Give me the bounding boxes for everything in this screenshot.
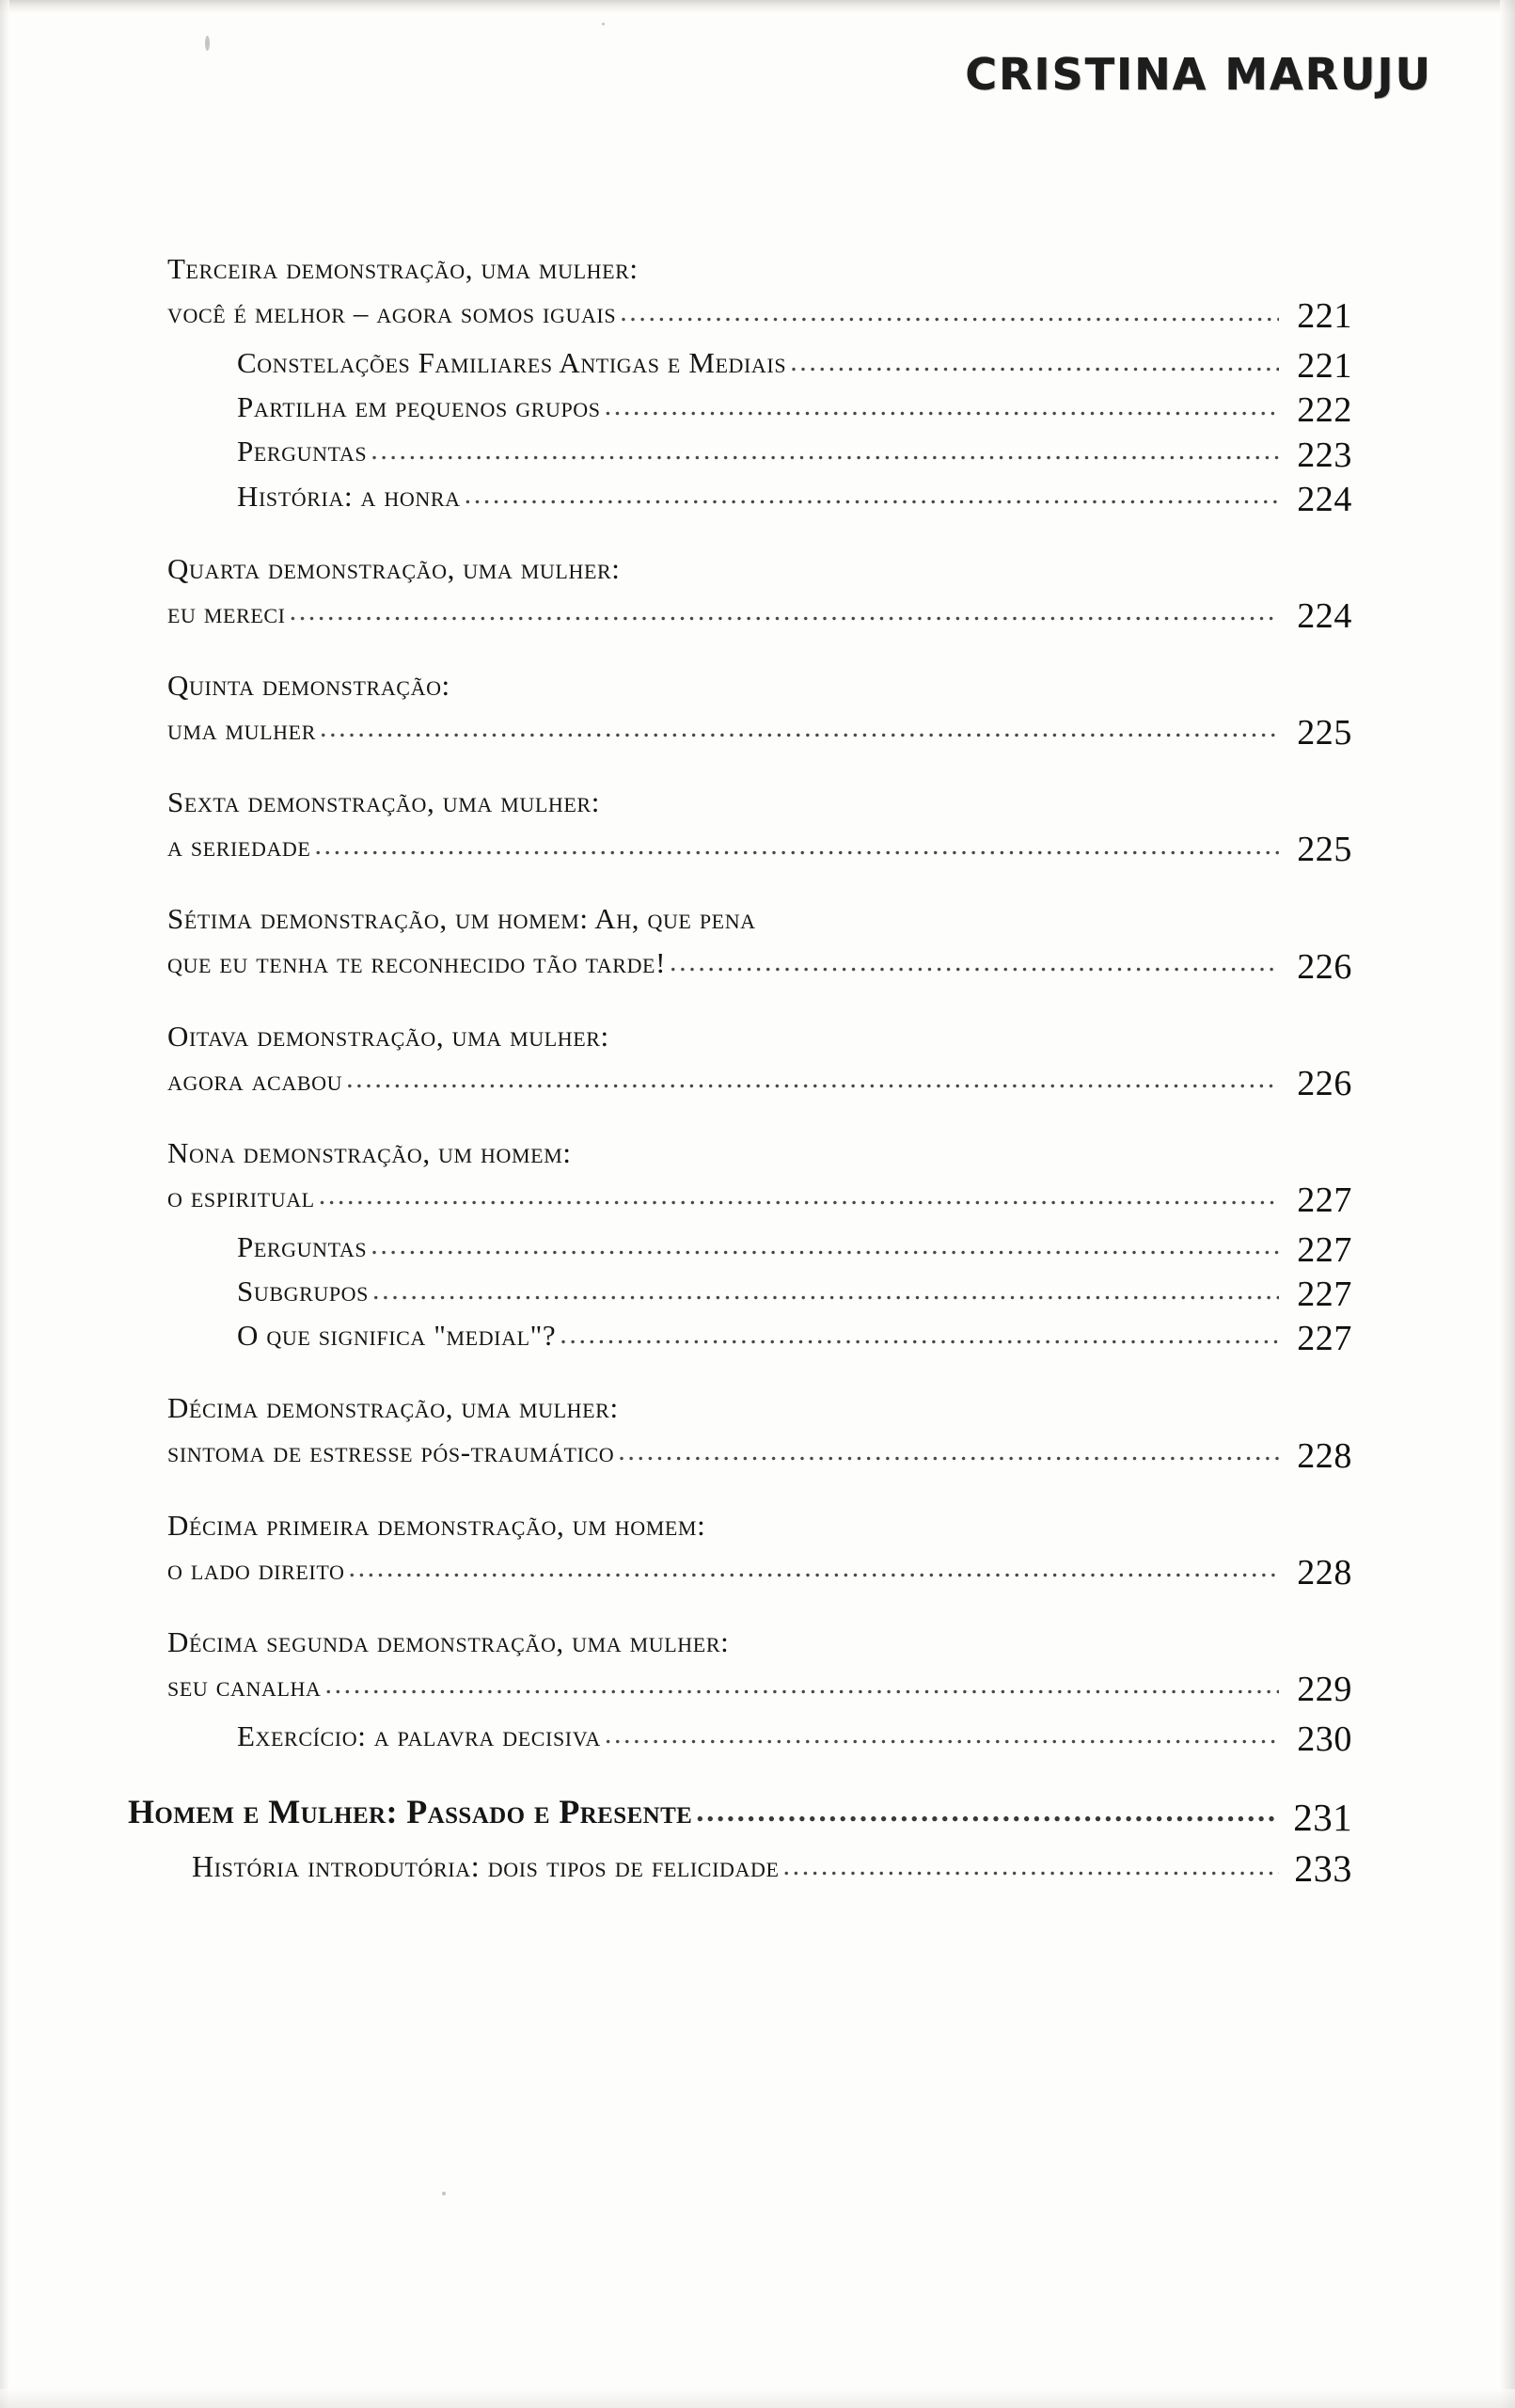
toc-entry[interactable] (192, 1844, 1352, 1890)
toc-entry[interactable] (167, 291, 1352, 335)
toc-leader-dots (620, 306, 1279, 335)
toc-entry-label: História: a honra (237, 479, 461, 513)
toc-entry-label: Perguntas (237, 435, 368, 468)
toc-group (167, 547, 1352, 635)
toc-entry-label: História introdutória: dois tipos de felicidade (192, 1848, 780, 1883)
toc-leader-dots (319, 1190, 1279, 1219)
toc-page-number: 228 (1297, 1552, 1352, 1592)
toc-entry[interactable] (237, 1313, 1352, 1357)
toc-group (167, 246, 1352, 518)
toc-entry-label: Homem e Mulher: Passado e Presente (128, 1793, 693, 1831)
toc-entry-title: Décima demonstração, uma mulher: (167, 1391, 619, 1425)
toc-page-number: 225 (1297, 830, 1352, 870)
toc-entry[interactable] (237, 1225, 1352, 1269)
toc-entry-label: Exercício: a palavra decisiva (237, 1719, 601, 1752)
toc-page-number: 222 (1297, 390, 1352, 431)
toc-page-number: 223 (1297, 435, 1352, 475)
toc-entry-label: Perguntas (237, 1229, 368, 1263)
toc-page-number: 226 (1297, 1063, 1352, 1103)
toc-entry[interactable] (167, 1547, 1352, 1592)
toc-page-number: 221 (1297, 296, 1352, 337)
toc-leader-dots (465, 489, 1279, 518)
toc-page-number: 227 (1297, 1319, 1352, 1359)
toc-leader-dots (605, 400, 1279, 429)
toc-page-number: 221 (1297, 346, 1352, 387)
toc-entry-title: Terceira demonstração, uma mulher: (167, 252, 639, 285)
toc-entry-label: O que significa "medial"? (237, 1319, 557, 1353)
toc-leader-dots (346, 1073, 1279, 1102)
scan-edge-left (0, 0, 9, 2408)
toc-entry-label: que eu tenha te reconhecido tão tarde! (167, 946, 667, 980)
toc-entry-label: agora acabou (167, 1063, 343, 1097)
toc-leader-dots (324, 1679, 1279, 1708)
toc-entry[interactable] (167, 1664, 1352, 1708)
toc-group (167, 1620, 1352, 1758)
toc-entry-label: o lado direito (167, 1552, 345, 1586)
toc-entry[interactable] (237, 474, 1352, 518)
toc-entry[interactable] (167, 707, 1352, 752)
scan-edge-right (1500, 0, 1515, 2408)
toc-group (167, 1386, 1352, 1474)
toc-page-number: 227 (1297, 1275, 1352, 1315)
toc-entry[interactable] (167, 591, 1352, 635)
toc-group (167, 780, 1352, 868)
toc-page-number: 228 (1297, 1435, 1352, 1476)
toc-page-number: 227 (1297, 1230, 1352, 1271)
toc-entry[interactable] (167, 1175, 1352, 1219)
scan-speck (602, 23, 605, 25)
toc-entry-title: Décima segunda demonstração, uma mulher: (167, 1624, 730, 1658)
toc-entry[interactable] (167, 824, 1352, 868)
table-of-contents (128, 246, 1352, 1917)
toc-entry-title: Oitava demonstração, uma mulher: (167, 1019, 609, 1053)
toc-entry[interactable] (237, 1269, 1352, 1313)
toc-group (167, 663, 1352, 752)
toc-entry-label: a seriedade (167, 830, 311, 863)
toc-group (167, 896, 1352, 985)
toc-entry-title: Quinta demonstração: (167, 668, 450, 702)
toc-entry[interactable] (237, 1714, 1352, 1758)
toc-entry-label: Partilha em pequenos grupos (237, 390, 601, 424)
toc-entry[interactable] (128, 1786, 1352, 1838)
toc-leader-dots (314, 839, 1279, 868)
toc-entry-label: eu mereci (167, 595, 286, 629)
toc-page-number: 224 (1297, 595, 1352, 636)
toc-entry[interactable] (237, 341, 1352, 385)
toc-leader-dots (372, 1284, 1279, 1313)
running-head-author: CRISTINA MARUJU (965, 49, 1432, 100)
toc-leader-dots (605, 1729, 1279, 1758)
toc-entry-label: seu canalha (167, 1669, 322, 1703)
toc-entry-title: Sexta demonstração, uma mulher: (167, 785, 600, 819)
toc-group (128, 1786, 1352, 1891)
toc-page-number: 224 (1297, 479, 1352, 519)
toc-entry-title: Sétima demonstração, um homem: Ah, que pena (167, 902, 756, 936)
toc-entry-title: Décima primeira demonstração, um homem: (167, 1508, 706, 1542)
toc-entry-label: Subgrupos (237, 1275, 370, 1308)
toc-entry-label: o espiritual (167, 1180, 315, 1213)
toc-leader-dots (320, 722, 1279, 752)
scan-speck (442, 2192, 446, 2195)
toc-leader-dots (670, 957, 1279, 986)
toc-group (167, 1131, 1352, 1358)
toc-page-number: 227 (1297, 1180, 1352, 1220)
toc-leader-dots (696, 1804, 1279, 1838)
toc-entry-label: você é melhor – agora somos iguais (167, 296, 617, 330)
toc-entry[interactable] (167, 941, 1352, 985)
toc-page-number: 231 (1293, 1795, 1352, 1839)
toc-leader-dots (371, 1240, 1279, 1269)
toc-leader-dots (783, 1859, 1279, 1889)
toc-leader-dots (790, 356, 1279, 385)
toc-leader-dots (290, 606, 1279, 635)
toc-entry-title: Nona demonstração, um homem: (167, 1135, 572, 1169)
toc-entry-title: Quarta demonstração, uma mulher: (167, 551, 621, 585)
toc-entry-label: uma mulher (167, 712, 316, 746)
toc-leader-dots (348, 1562, 1279, 1592)
toc-page-number: 230 (1297, 1719, 1352, 1760)
toc-leader-dots (371, 445, 1279, 474)
scan-speck (205, 36, 210, 51)
toc-entry[interactable] (167, 1430, 1352, 1474)
toc-entry[interactable] (237, 385, 1352, 429)
scan-edge-bottom (0, 2389, 1515, 2408)
toc-entry[interactable] (237, 429, 1352, 473)
toc-entry-label: Constelações Familiares Antigas e Mediais (237, 346, 787, 380)
toc-group (167, 1014, 1352, 1102)
toc-entry[interactable] (167, 1058, 1352, 1102)
toc-group (167, 1503, 1352, 1592)
toc-page-number: 233 (1294, 1847, 1352, 1891)
toc-page-number: 225 (1297, 713, 1352, 753)
toc-page-number: 226 (1297, 946, 1352, 987)
toc-entry-label: sintoma de estresse pós-traumático (167, 1435, 615, 1469)
toc-leader-dots (560, 1328, 1279, 1357)
toc-leader-dots (618, 1446, 1279, 1475)
scan-edge-top (0, 0, 1515, 13)
toc-page-number: 229 (1297, 1669, 1352, 1709)
